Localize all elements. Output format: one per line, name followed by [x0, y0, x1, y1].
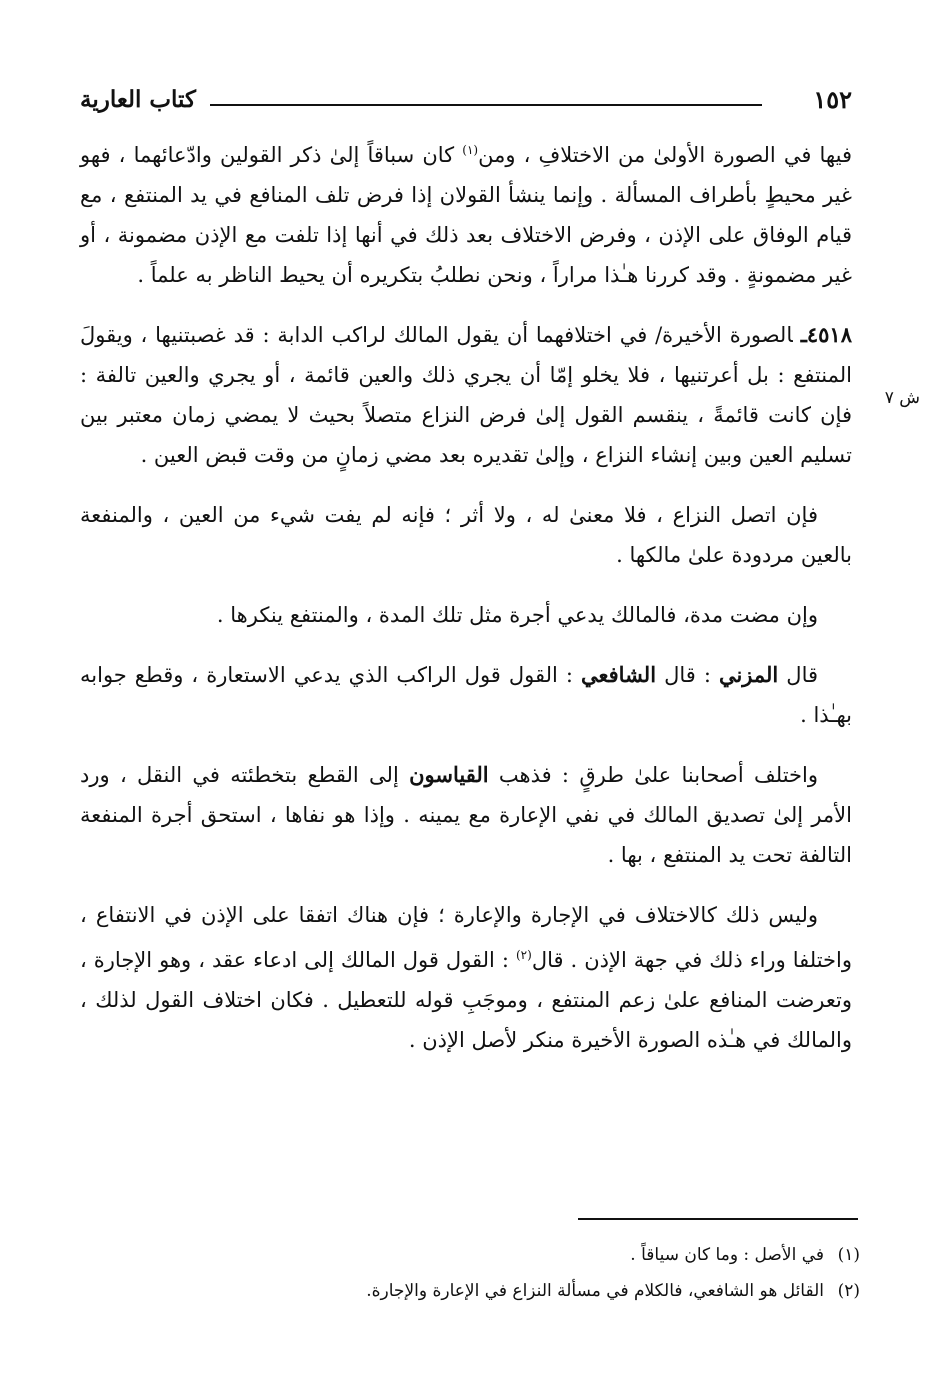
paragraph-7: وليس ذلك كالاختلاف في الإجارة والإعارة ؛ فإن هناك اتفقا على الإذن في الانتفاع ، واختلفا وراء ذلك في جهة الإذن . قال$^{(٢)}$ : القول قول المالك إلى ادعاء عقد ، وهو الإجارة ، وتعرضت المنافع علىٰ زعم المنتفع ، وموجَبِ قوله للتعطيل . فكان اختلاف القول لذلك ، والمالك في هـٰذه الصورة الأخيرة منكر لأصل الإذن .: [80, 903, 852, 1052]
running-title: كتاب العارية: [80, 86, 196, 113]
footnote-ref-2: (٢): [515, 948, 532, 962]
paragraph-5: قال المزني : قال الشافعي : القول قول الراكب الذي يدعي الاستعارة ، وقطع جوابه بهـٰذا .: [80, 662, 852, 727]
main-text: [80, 130, 852, 1080]
footnote-2: (٢)القائل هو الشافعي، فالكلام في مسألة النزاع في الإعارة والإجارة.: [366, 1281, 860, 1301]
paragraph-3: فإن اتصل النزاع ، فلا معنىٰ له ، ولا أثر ؛ فإنه لم يفت شيء من العين ، والمنفعة بالعين مردودة علىٰ مالكها .: [80, 503, 852, 567]
page-header: [80, 84, 852, 120]
footnote-1: (١)في الأصل : وما كان سياقاً .: [630, 1245, 860, 1265]
paragraph-2: ٤٥١٨ـالصورة الأخيرة/ في اختلافهما أن يقول المالك لراكب الدابة : قد غصبتنيها ، ويقولَ المنتفع : بل أعرتنيها ، فلا يخلو إمّا أن يجري ذلك والعين قائمة ، أو يجري والعين تالفة : فإن كانت قائمةً ، ينقسم القول إلىٰ فرض النزاع متصلاً بحيث لا يمضي زمان معتبر بين تسليم العين وبين إنشاء النزاع ، وإلىٰ تقديره بعد مضي زمانٍ من وقت قبض العين .: [80, 322, 852, 467]
name-muzani: المزني: [718, 662, 779, 687]
paragraph-1: فيها في الصورة الأولىٰ من الاختلافِ ، ومن$^{(١)}$ كان سباقاً إلىٰ ذكر القولين وادّعائهما ، فهو غير محيطٍ بأطراف المسألة . وإنما ينشأ القولان إذا فرض تلف المنافع في يد المنتفع ، مع قيام الوفاق على الإذن ، وفرض الاختلاف بعد ذلك في أنها إذا تلفت مع الإذن مضمونة ، أو غير مضمونةٍ . وقد كررنا هـٰذا مراراً ، ونحن نطلبُ بتكريره أن يحيط الناظر به علماً .: [80, 143, 852, 287]
paragraph-number: ٤٥١٨ـ: [800, 322, 852, 347]
footnotes: [80, 1240, 860, 1312]
footnote-separator: [578, 1218, 858, 1220]
name-shafii: الشافعي: [581, 662, 657, 687]
paragraph-4: وإن مضت مدة، فالمالك يدعي أجرة مثل تلك المدة ، والمنتفع ينكرها .: [216, 603, 818, 627]
term-qiyasun: القياسون: [409, 762, 489, 787]
header-rule: [210, 104, 762, 106]
paragraph-6: واختلف أصحابنا علىٰ طرقٍ : فذهب القياسون إلى القطع بتخطئته في النقل ، ورد الأمر إلىٰ تصديق المالك في نفي الإعارة مع يمينه . وإذا هو نفاها ، استحق أجرة المنفعة التالفة تحت يد المنتفع ، بها .: [80, 762, 852, 867]
footnote-ref-1: (١): [462, 143, 479, 157]
margin-note: ش ٧: [884, 388, 920, 408]
page-number: ١٥٢: [813, 85, 852, 114]
